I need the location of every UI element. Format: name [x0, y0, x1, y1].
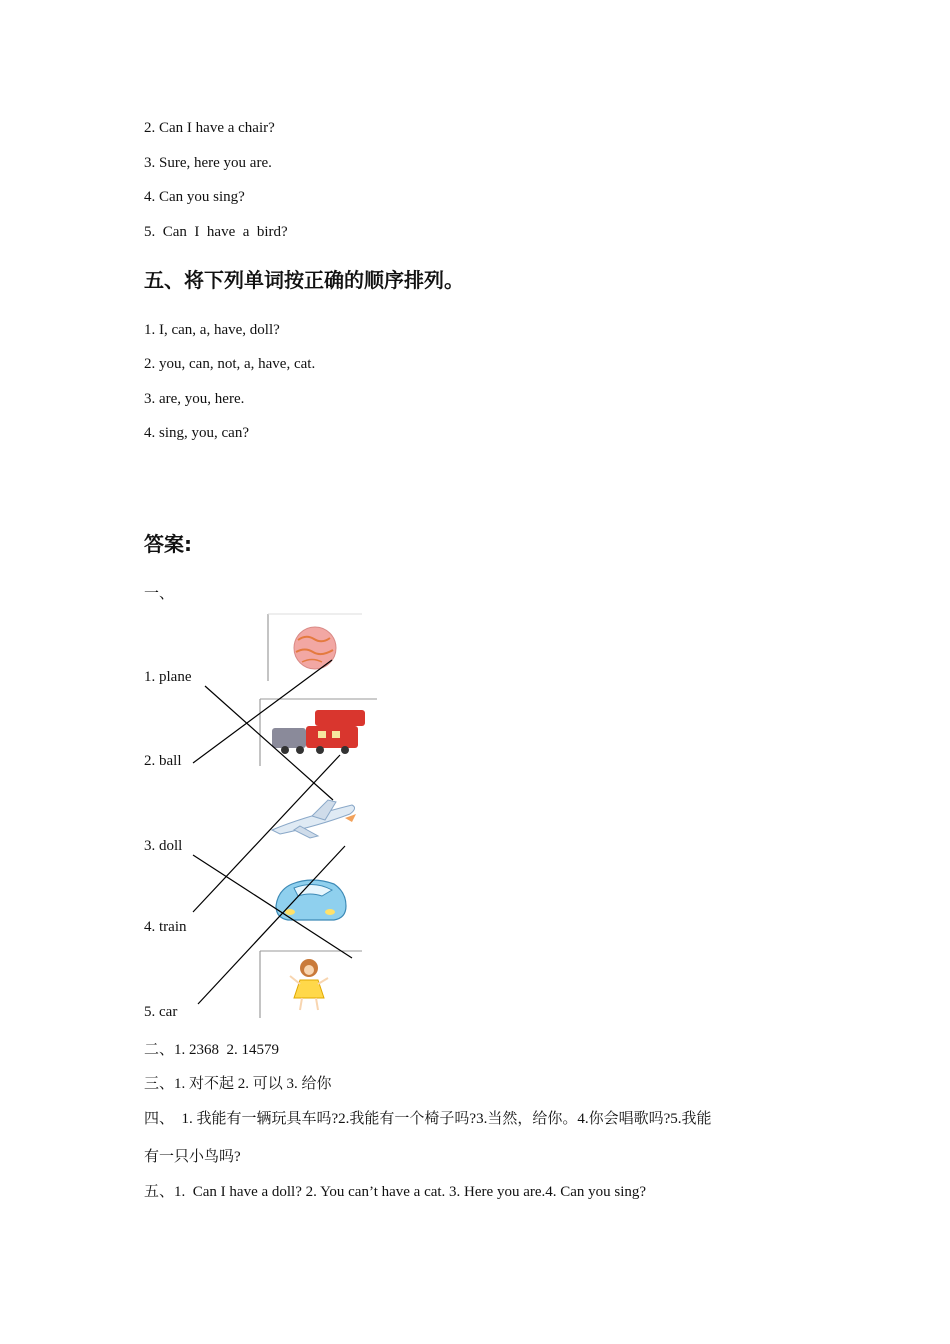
match-word-car: 5. car: [144, 1004, 178, 1020]
question-3: 3. Sure, here you are.: [144, 155, 272, 171]
answers-part-2: 二、1. 2368 2. 14579: [144, 1042, 280, 1058]
section-5-item-3: 3. are, you, here.: [144, 391, 245, 407]
match-word-ball: 2. ball: [144, 753, 182, 769]
question-5: 5. Can I have a bird?: [144, 224, 288, 240]
answers-part-5: 五、1. Can I have a doll? 2. You can’t have a cat. 3. Here you are.4. Can you sing?: [144, 1184, 647, 1200]
doll-picture: [260, 951, 362, 1018]
match-word-doll: 3. doll: [144, 838, 183, 854]
question-4: 4. Can you sing?: [144, 189, 245, 205]
match-word-plane: 1. plane: [144, 669, 192, 685]
plane-picture: [272, 800, 356, 838]
train-picture: [260, 699, 377, 766]
section-5-item-4: 4. sing, you, can?: [144, 425, 249, 441]
answers-part-3: 三、1. 对不起 2. 可以 3. 给你: [144, 1076, 332, 1092]
section-5-item-2: 2. you, can, not, a, have, cat.: [144, 356, 316, 372]
question-2: 2. Can I have a chair?: [144, 120, 275, 136]
answers-part-4-line-1: 四、 1. 我能有一辆玩具车吗?2.我能有一个椅子吗?3.当然，给你。4.你会唱歌吗?5.我能: [144, 1111, 712, 1127]
answers-title: 答案:: [144, 532, 192, 556]
ball-picture: [268, 614, 362, 681]
answers-part-4-line-2: 有一只小鸟吗?: [144, 1149, 241, 1165]
answers-part-1-label: 一、: [144, 586, 175, 602]
match-word-train: 4. train: [144, 919, 187, 935]
section-5-item-1: 1. I, can, a, have, doll?: [144, 322, 280, 338]
car-picture: [276, 880, 346, 920]
section-5-title: 五、将下列单词按正确的顺序排列。: [144, 268, 464, 292]
